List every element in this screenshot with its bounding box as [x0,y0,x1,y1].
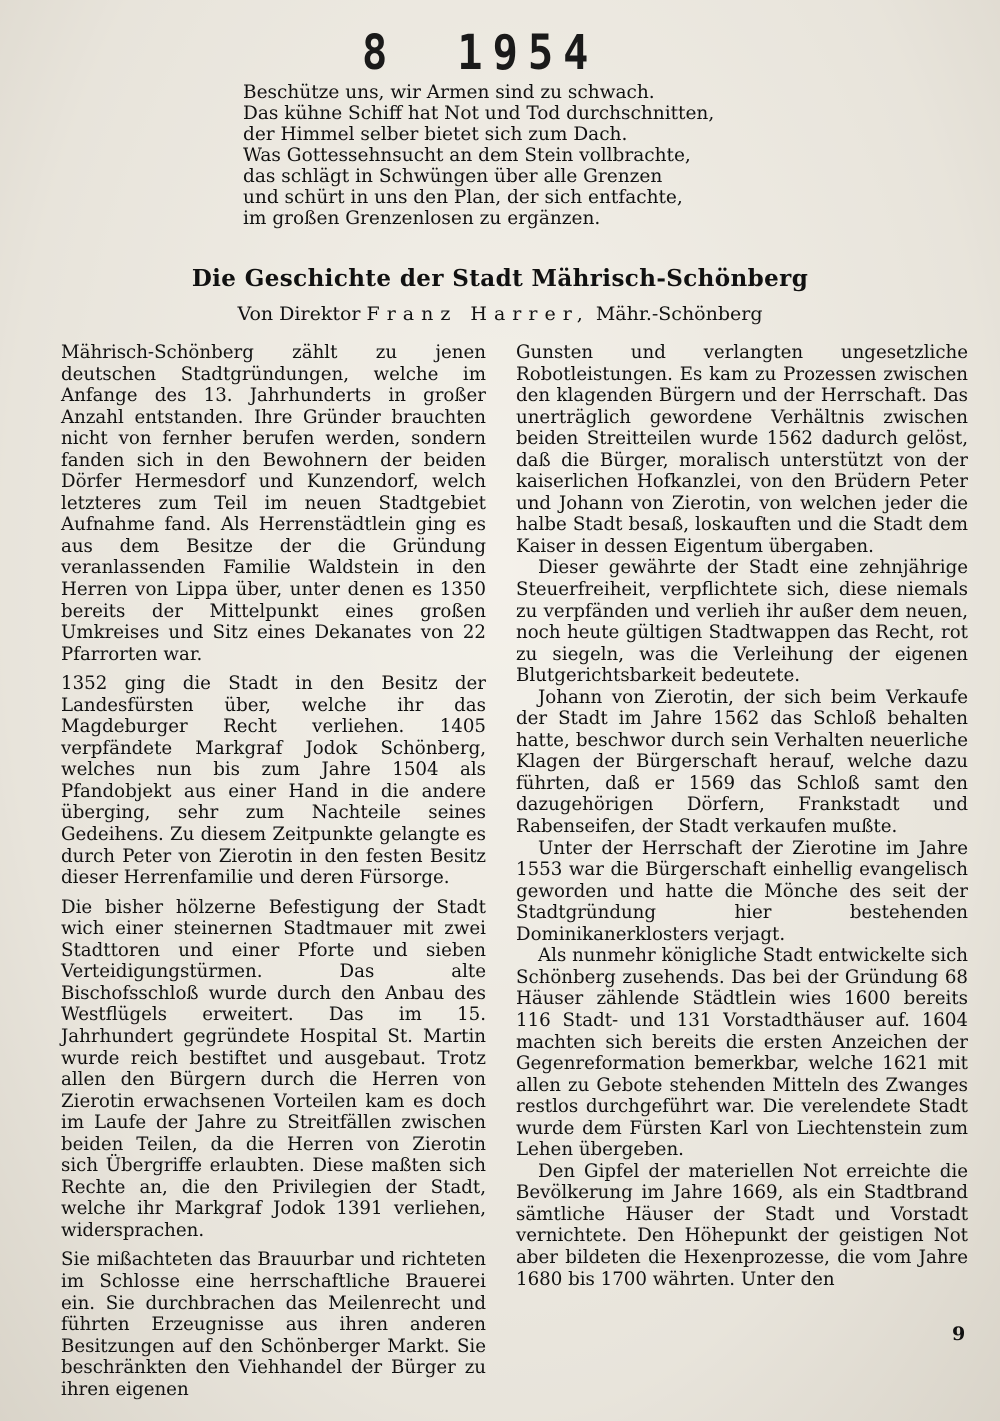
paragraph: Dieser gewährte der Stadt eine zehnjährige Steuerfreiheit, verpflichtete sich, diese niemals zu verpfänden und verlieh ihr außer dem neuen, noch heute gültigen Stadtwappen das Recht, rot zu siegeln, was die Verleihung der eigenen Blutgerichtsbarkeit bedeutete. [516,557,968,687]
poem-line: im großen Grenzenlosen zu ergänzen. [243,208,601,229]
poem-line: und schürt in uns den Plan, der sich entfachte, [243,187,683,208]
archive-stamp [362,24,598,80]
byline-prefix: Von Direktor [237,303,361,325]
paragraph: Als nunmehr königliche Stadt entwickelte sich Schönberg zusehends. Das bei der Gründung 68 Häuser zählende Städtlein wies 1600 bereits 116 Stadt- und 131 Vorstadthäuser auf. 1604 machten sich bereits die ersten Anzeichen der Gegenreformation bemerkbar, welche 1621 mit allen zu Gebote stehenden Mitteln des Zwanges restlos durchgeführt war. Die verelendete Stadt wurde dem Fürsten Karl von Liechtenstein zum Lehen übergeben. [516,945,968,1161]
paragraph: Mährisch-Schönberg zählt zu jenen deutschen Stadtgründungen, welche im Anfange des 13. Jahrhunderts in großer Anzahl entstanden. Ihre Gründer brauchten nicht von fernher berufen werden, sondern fanden sich in den Bewohnern der beiden Dörfer Hermesdorf und Kunzendorf, welch letzteres zum Teil im neuen Stadtgebiet Aufnahme fand. Als Herrenstädtlein ging es aus dem Besitze der die Gründung veranlassenden Familie Waldstein in den Herren von Lippa über, unter denen es 1350 bereits der Mittelpunkt eines großen Umkreises und Sitz eines Dekanates von 22 Pfarrorten war. [61,342,486,665]
stamp-year: 1954 [457,24,599,81]
author-name: Franz Harrer, [366,303,590,325]
poem-stanza [243,82,803,229]
page-number: 9 [952,1323,966,1345]
poem-line: Das kühne Schiff hat Not und Tod durchschnitten, [243,103,715,124]
poem-line: das schlägt in Schwüngen über alle Grenzen [243,166,663,187]
paragraph: Gunsten und verlangten ungesetzliche Robotleistungen. Es kam zu Prozessen zwischen den klagenden Bürgern und der Herrschaft. Das unerträglich gewordene Verhältnis zwischen beiden Streitteilen wurde 1562 dadurch gelöst, daß die Bürger, moralisch unterstützt von der kaiserlichen Hofkanzlei, von den Brüdern Peter und Johann von Zierotin, von welchen jeder die halbe Stadt besaß, loskauften und die Stadt dem Kaiser in dessen Eigentum übergaben. [516,342,968,557]
article-byline [0,303,1000,325]
poem-line: Was Gottessehnsucht an dem Stein vollbrachte, [243,145,691,166]
paragraph: Johann von Zierotin, der sich beim Verkaufe der Stadt im Jahre 1562 das Schloß behalten hatte, beschwor durch sein Verhalten neuerliche Klagen der Bürgerschaft herauf, welche dazu führten, daß er 1569 das Schloß samt den dazugehörigen Dörfern, Frankstadt und Rabenseifen, der Stadt verkaufen mußte. [516,686,968,838]
poem-line: Beschütze uns, wir Armen sind zu schwach. [243,82,655,103]
paragraph: Die bisher hölzerne Befestigung der Stadt wich einer steinernen Stadtmauer mit zwei Stadttoren und einer Pforte und sieben Verteidigungstürmen. Das alte Bischofsschloß wurde durch den Anbau des Westflügels erweitert. Das im 15. Jahrhundert gegründete Hospital St. Martin wurde reich bestiftet und ausgebaut. Trotz allen den Bürgern durch die Herren von Zierotin erwachsenen Vorteilen kam es doch im Laufe der Jahre zu Streitfällen zwischen beiden Teilen, da die Herren von Zierotin sich Übergriffe erlaubten. Diese maßten sich Rechte an, die den Privilegien der Stadt, welche ihr Markgraf Jodok 1391 verliehen, widersprachen. [61,896,486,1241]
paragraph: Den Gipfel der materiellen Not erreichte die Bevölkerung im Jahre 1669, als ein Stadtbrand sämtliche Häuser der Stadt und Vorstadt vernichtete. Den Höhepunkt der geistigen Not aber bildeten die Hexenprozesse, die vom Jahre 1680 bis 1700 währten. Unter den [516,1160,968,1290]
byline-place: Mähr.-Schönberg [595,303,763,325]
stamp-number: 8 [362,24,398,81]
paragraph: Sie mißachteten das Brauurbar und richteten im Schlosse eine herrschaftliche Brauerei ein. Sie durchbrachen das Meilenrecht und führten Erzeugnisse aus ihren anderen Besitzungen auf den Schönberger Markt. Sie beschränkten den Viehhandel der Bürger zu ihren eigenen [61,1249,486,1400]
paragraph: 1352 ging die Stadt in den Besitz der Landesfürsten über, welche ihr das Magdeburger Recht verliehen. 1405 verpfändete Markgraf Jodok Schönberg, welches nun bis zum Jahre 1504 als Pfandobjekt aus einer Hand in die andere überging, sehr zum Nachteile seines Gedeihens. Zu diesem Zeitpunkte gelangte es durch Peter von Zierotin in den festen Besitz dieser Herrenfamilie und deren Fürsorge. [61,673,486,889]
paragraph: Unter der Herrschaft der Zierotine im Jahre 1553 war die Bürgerschaft einhellig evangelisch geworden und hatte die Mönche des seit der Stadtgründung hier bestehenden Dominikanerklosters verjagt. [516,837,968,945]
article-right-column [516,342,968,1290]
article-title: Die Geschichte der Stadt Mährisch-Schönberg [191,265,809,292]
poem-line: der Himmel selber bietet sich zum Dach. [243,124,628,145]
article-left-column [61,342,486,1408]
